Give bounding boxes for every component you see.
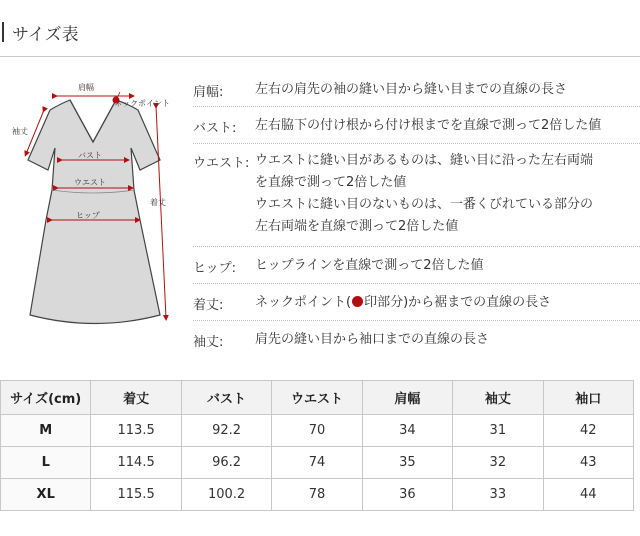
column-header: 着丈 bbox=[91, 381, 181, 415]
measurement-definitions bbox=[193, 74, 640, 357]
column-header: サイズ(cm) bbox=[1, 381, 91, 415]
label-length: 着丈 bbox=[150, 198, 166, 207]
definition-term: 袖丈: bbox=[193, 335, 224, 350]
title-bar bbox=[2, 22, 4, 42]
definition-shoulder bbox=[193, 74, 640, 107]
table-cell: 34 bbox=[362, 415, 452, 447]
title-text: サイズ表 bbox=[12, 24, 79, 45]
table-cell: 43 bbox=[543, 447, 633, 479]
definition-text: ネックポイント( 印部分)から裾までの直線の長さ bbox=[255, 295, 552, 310]
table-cell: 44 bbox=[543, 479, 633, 511]
column-header: ウエスト bbox=[272, 381, 362, 415]
label-hip: ヒップ bbox=[76, 211, 100, 220]
table-cell: 31 bbox=[453, 415, 543, 447]
dress-diagram bbox=[0, 70, 190, 360]
definition-hip bbox=[193, 247, 640, 284]
definition-waist bbox=[193, 144, 640, 247]
column-header: 袖口 bbox=[543, 381, 633, 415]
size-label: XL bbox=[1, 479, 91, 511]
label-shoulder: 肩幅 bbox=[78, 83, 94, 92]
table-cell: 32 bbox=[453, 447, 543, 479]
size-table bbox=[0, 380, 634, 511]
table-row bbox=[1, 479, 634, 511]
column-header: 袖丈 bbox=[453, 381, 543, 415]
title-divider bbox=[0, 56, 640, 57]
table-cell: 78 bbox=[272, 479, 362, 511]
definition-term: 肩幅: bbox=[193, 85, 224, 100]
label-waist: ウエスト bbox=[74, 178, 106, 187]
table-cell: 92.2 bbox=[181, 415, 271, 447]
definition-text: 肩先の縫い目から袖口までの直線の長さ bbox=[255, 332, 490, 347]
table-cell: 42 bbox=[543, 415, 633, 447]
neck-point-dot-icon bbox=[352, 296, 363, 307]
label-neck-point: ネックポイント bbox=[114, 99, 170, 108]
column-header: バスト bbox=[181, 381, 271, 415]
table-cell: 113.5 bbox=[91, 415, 181, 447]
table-cell: 70 bbox=[272, 415, 362, 447]
table-row bbox=[1, 415, 634, 447]
definition-text: ヒップラインを直線で測って2倍した値 bbox=[255, 258, 484, 273]
definition-text: ウエストに縫い目があるものは、縫い目に沿った左右両端 を直線で測って2倍した値 ウエストに縫い目のないものは、一番くびれている部分の 左右両端を直線で測って2倍した値 bbox=[255, 153, 594, 234]
definition-text: 左右の肩先の袖の縫い目から縫い目までの直線の長さ bbox=[255, 82, 568, 97]
table-cell: 100.2 bbox=[181, 479, 271, 511]
table-cell: 114.5 bbox=[91, 447, 181, 479]
definition-text: 左右脇下の付け根から付け根までを直線で測って2倍した値 bbox=[255, 118, 602, 133]
label-sleeve: 袖丈 bbox=[12, 127, 28, 136]
table-cell: 35 bbox=[362, 447, 452, 479]
table-cell: 96.2 bbox=[181, 447, 271, 479]
table-row bbox=[1, 447, 634, 479]
table-header-row bbox=[1, 381, 634, 415]
size-label: L bbox=[1, 447, 91, 479]
page-title bbox=[0, 20, 79, 44]
label-bust: バスト bbox=[78, 151, 102, 160]
definition-term: バスト: bbox=[193, 121, 237, 136]
definition-length bbox=[193, 284, 640, 321]
table-cell: 74 bbox=[272, 447, 362, 479]
definition-term: ウエスト: bbox=[193, 156, 250, 171]
column-header: 肩幅 bbox=[362, 381, 452, 415]
table-cell: 33 bbox=[453, 479, 543, 511]
table-cell: 115.5 bbox=[91, 479, 181, 511]
size-label: M bbox=[1, 415, 91, 447]
definition-bust bbox=[193, 107, 640, 144]
definition-term: 着丈: bbox=[193, 298, 224, 313]
definition-sleeve bbox=[193, 321, 640, 357]
table-cell: 36 bbox=[362, 479, 452, 511]
definition-term: ヒップ: bbox=[193, 261, 236, 276]
